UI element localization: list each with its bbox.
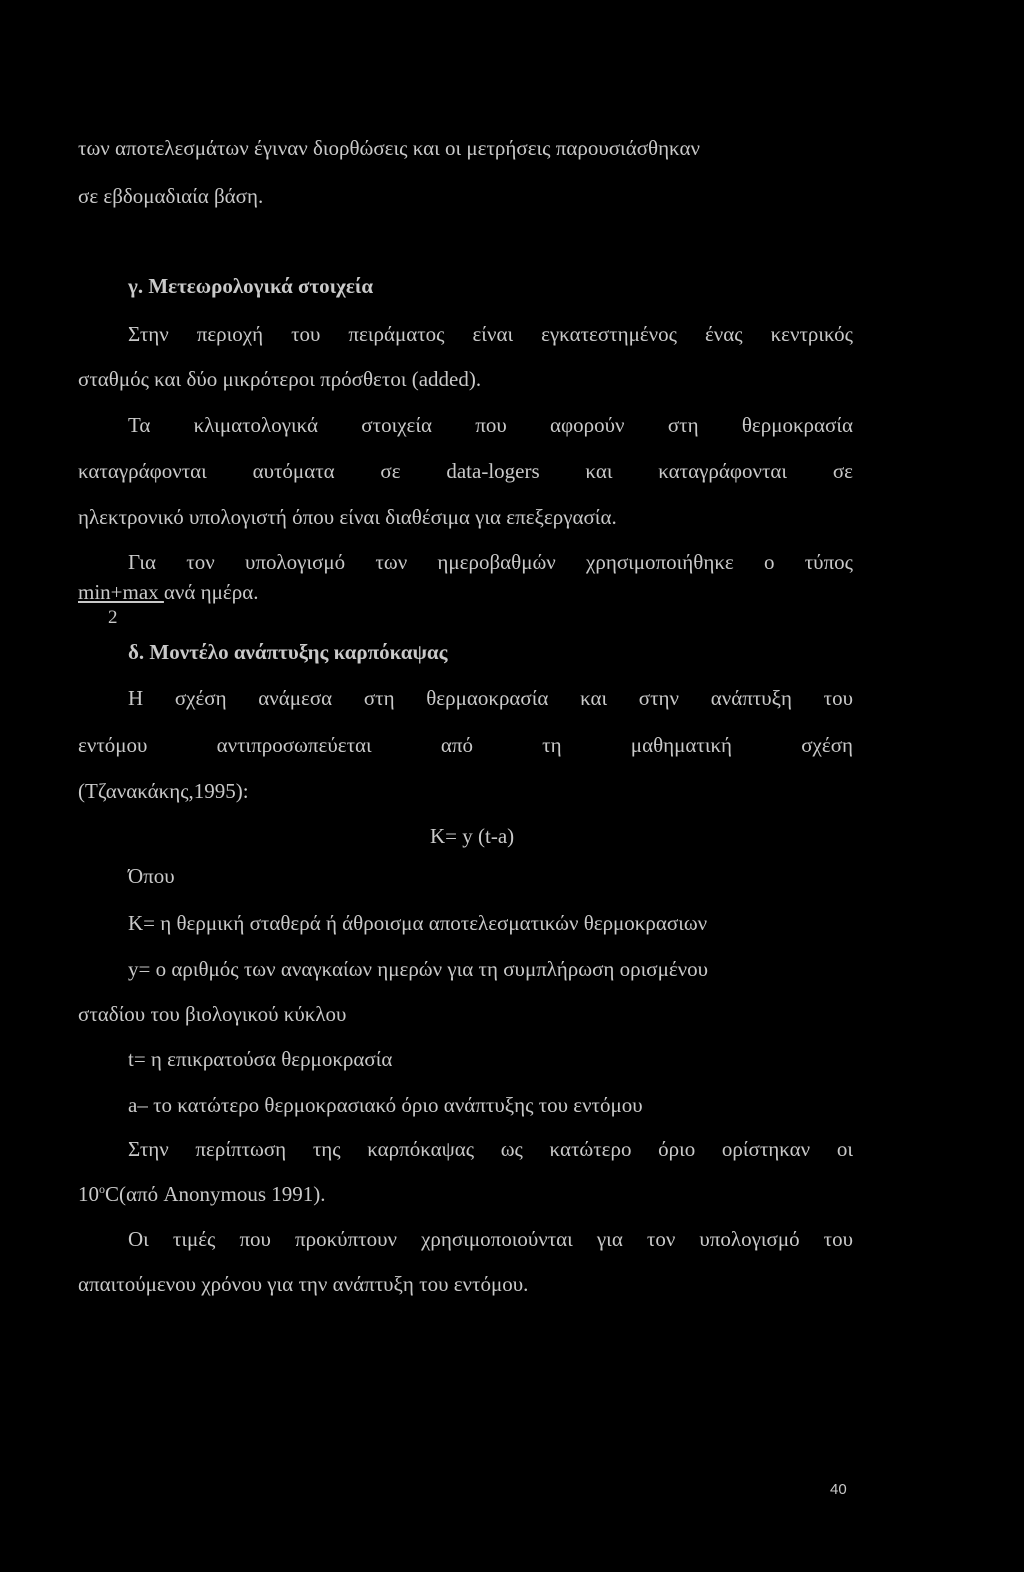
paragraph-1-line-1-text: των αποτελεσμάτων έγιναν διορθώσεις και οι μετρήσεις παρουσιάσθηκαν	[78, 136, 700, 160]
paragraph-3-line-1: Τα κλιματολογικά στοιχεία που αφορούν στη θερμοκρασία	[128, 413, 853, 437]
paragraph-7-line-2: απαιτούμενου χρόνου για την ανάπτυξη του εντόμου.	[78, 1272, 529, 1296]
paragraph-4-line-2	[78, 582, 258, 603]
definition-y-line-2: σταδίου του βιολογικού κύκλου	[78, 1002, 347, 1026]
paragraph-6-line-1: Στην περίπτωση της καρπόκαψας ως κατώτερο όριο ορίστηκαν οι	[128, 1137, 853, 1161]
paragraph-4-line-1: Για τον υπολογισμό των ημεροβαθμών χρησιμοποιήθηκε ο τύπος	[128, 550, 853, 574]
equation: K= y (t-a)	[430, 824, 515, 848]
definition-y-line-1: y= ο αριθμός των αναγκαίων ημερών για τη συμπλήρωση ορισμένου	[128, 957, 709, 981]
page-number: 40	[830, 1481, 847, 1498]
paragraph-2-line-1: Στην περιοχή του πειράματος είναι εγκατεστημένος ένας κεντρικός	[128, 322, 853, 346]
formula-denominator: 2	[108, 607, 118, 628]
paragraph-1-line-2: σε εβδομαδιαία βάση.	[78, 184, 264, 208]
temperature-citation: C(από Anonymous 1991).	[105, 1182, 326, 1206]
paragraph-5-line-1: Η σχέση ανάμεσα στη θερμαοκρασία και στην ανάπτυξη του	[128, 686, 853, 710]
paragraph-3-line-3: ηλεκτρονικό υπολογιστή όπου είναι διαθέσιμα για επεξεργασία.	[78, 505, 617, 529]
paragraph-5-line-3: (Τζανακάκης,1995):	[78, 779, 249, 803]
temperature-value: 10	[78, 1182, 99, 1206]
paragraph-2-line-2: σταθμός και δύο μικρότεροι πρόσθετοι (added).	[78, 367, 482, 391]
paragraph-7-line-1: Οι τιμές που προκύπτουν χρησιμοποιούνται για τον υπολογισμό του	[128, 1227, 853, 1251]
paragraph-6-line-2	[78, 1184, 326, 1205]
definition-t: t= η επικρατούσα θερμοκρασία	[128, 1047, 393, 1071]
formula-suffix: ανά ημέρα.	[163, 580, 259, 604]
paragraph-5-line-2: εντόμου αντιπροσωπεύεται από τη μαθηματική σχέση	[78, 733, 853, 757]
paragraph-3-line-2: καταγράφονται αυτόματα σε data-logers και καταγράφονται σε	[78, 459, 853, 483]
section-heading-delta: δ. Μοντέλο ανάπτυξης καρπόκαψας	[128, 640, 448, 664]
where-label: Όπου	[128, 864, 175, 888]
formula-numerator: min+max	[78, 580, 164, 604]
section-heading-gamma: γ. Μετεωρολογικά στοιχεία	[128, 274, 374, 298]
degree-symbol: o	[99, 1182, 105, 1196]
paragraph-1-line-1	[78, 138, 853, 159]
definition-k: K= η θερμική σταθερά ή άθροισμα αποτελεσματικών θερμοκρασιων	[128, 911, 708, 935]
definition-a: a– το κατώτερο θερμοκρασιακό όριο ανάπτυξης του εντόμου	[128, 1093, 643, 1117]
